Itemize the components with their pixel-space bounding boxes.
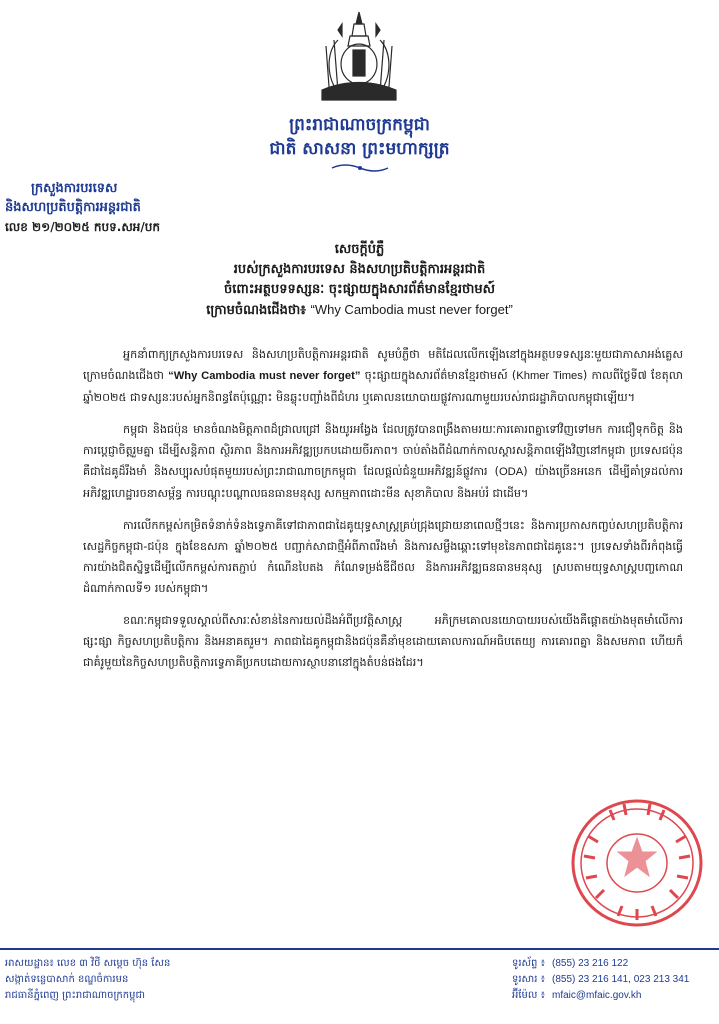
paragraph-1-text-c: ) កាលពីថ្ងៃទី៧ ខែតុលា ឆ្នាំ២០២៥ ជាទស្សនៈរបស់អ្នកនិពន្ធតែប៉ុណ្ណោះ មិនឆ្លុះបញ្ចាំងពីជំហរ ឬគោលនយោបាយផ្លូវការណាមួយរបស់រាជរដ្ឋាភិបាលកម្ពុជាឡើយ។	[83, 369, 683, 404]
ministry-line-1: ក្រសួងការបរទេស	[31, 181, 118, 196]
ministry-name	[5, 179, 141, 217]
paragraph-3: ការលើកកម្ពស់កម្រិតទំនាក់ទំនងទ្វេភាគីទៅជាភាពជាដៃគូយុទ្ធសាស្ត្រគ្រប់ជ្រុងជ្រោយនាពេលថ្មីៗនេះ និងការប្រកាសកញ្ចប់សហប្រតិបត្តិការសេដ្ឋកិច្ចកម្ពុជា-ជប៉ុន ក្នុងខែឧសភា ឆ្នាំ២០២៥ បញ្ជាក់សាជាថ្មីអំពីភាពរឹងមាំ និងការសម្លឹងឆ្ពោះទៅមុខនៃភាពជាដៃគូនេះ។ ប្រទេសទាំងពីរកំពុងធ្វើការយ៉ាងជិតស្និទ្ធដើម្បីលើកកម្ពស់ការតភ្ជាប់ កំណើនបៃតង កំណែទម្រង់ឌីជីថល និងការអភិវឌ្ឍធនធានមនុស្ស ស្របតាមយុទ្ធសាស្ត្របញ្ចកោណដំណាក់កាលទី១ របស់កម្ពុជា។	[83, 519, 683, 595]
footer-contacts	[512, 956, 689, 1004]
national-motto: ជាតិ សាសនា ព្រះមហាក្សត្រ	[269, 139, 450, 159]
phone-value: (855) 23 216 122	[552, 958, 629, 969]
address-line-1: អាសយដ្ឋាន៖ លេខ ៣ វិថី សម្តេច ហ៊ុន សែន	[5, 958, 171, 969]
contact-phone	[512, 956, 689, 972]
address-line-2: សង្កាត់ទន្លេបាសាក់ ខណ្ឌចំការមន	[5, 974, 129, 985]
phone-label: ទូរស័ព្ទ ៖	[512, 958, 545, 969]
ministry-line-2: និងសហប្រតិបត្តិការអន្តរជាតិ	[5, 200, 141, 215]
paragraph-4: ខណៈកម្ពុជាទទួលស្គាល់ពីសារៈសំខាន់នៃការយល់ដឹងអំពីប្រវត្តិសាស្ត្រ អភិក្រមគោលនយោបាយរបស់យើងគឺផ្តោតយ៉ាងមុតមាំលើការផ្សះផ្សា កិច្ចសហប្រតិបត្តិការ និងអនាគតរួម។ ភាពជាដៃគូកម្ពុជានិងជប៉ុនគឺនាំមុខដោយគោលការណ៍អធិបតេយ្យ ការគោរពគ្នា និងសមភាព ហើយក៏ជាគំរូមួយនៃកិច្ចសហប្រតិបត្តិការទ្វេភាគីប្រកបដោយការស្ថាបនានៅក្នុងតំបន់ផងដែរ។	[83, 614, 683, 669]
paragraph-1-paper-name: Khmer Times	[516, 370, 583, 382]
title-line-1: សេចក្តីបំភ្លឺ	[334, 242, 385, 257]
fax-label: ទូរសារ ៖	[512, 974, 545, 985]
paragraph-2-text-b: ) យ៉ាងច្រើនអនេក ដើម្បីគាំទ្រដល់ការអភិវឌ្ឍហេដ្ឋារចនាសម្ព័ន្ធ ការបណ្តុះបណ្តាលធនធានមនុស្ស សកម្មភាពដោះមីន សុខាភិបាល និងអប់រំ ជាដើម។	[83, 465, 684, 500]
contact-fax	[512, 972, 689, 988]
email-label: អ៊ីម៉ែល ៖	[512, 990, 545, 1001]
divider-ornament-icon	[330, 162, 390, 174]
royal-emblem-icon	[316, 10, 402, 106]
contact-email	[512, 988, 689, 1004]
title-line-4-latin: “Why Cambodia must never forget”	[310, 302, 513, 317]
title-line-4	[0, 300, 719, 321]
paragraph-2	[83, 419, 683, 504]
paragraph-1-text-b: ចុះផ្សាយក្នុងសារព័ត៌មានខ្មែរថាមស៍ (	[360, 369, 517, 382]
title-line-3: ចំពោះអត្ថបទទស្សនៈ ចុះផ្សាយក្នុងសារព័ត៌មានខ្មែរថាមស៍	[224, 282, 495, 297]
footer-divider	[0, 948, 719, 950]
paragraph-1-article-title: “Why Cambodia must never forget”	[168, 370, 361, 382]
paragraph-1-text-a: អ្នកនាំពាក្យក្រសួងការបរទេស និងសហប្រតិបត្តិការអន្តរជាតិ សូមបំភ្លឺថា មតិដែលលើកឡើងនៅក្នុងអត្ថបទទស្សនៈមួយជាភាសាអង់គ្លេស ក្រោមចំណងជើងថា	[83, 348, 683, 382]
document-body	[83, 344, 683, 684]
address-line-3: រាជធានីភ្នំពេញ ព្រះរាជាណាចក្រកម្ពុជា	[5, 990, 145, 1001]
paragraph-1	[83, 344, 683, 408]
document-title	[0, 240, 719, 321]
paragraph-2-oda: ODA	[498, 466, 524, 478]
fax-value: (855) 23 216 141, 023 213 341	[552, 974, 690, 985]
email-link[interactable]: mfaic@mfaic.gov.kh	[552, 990, 642, 1001]
kingdom-title: ព្រះរាជាណាចក្រកម្ពុជា	[289, 115, 430, 135]
footer-address	[5, 956, 170, 1004]
title-line-4-khmer: ក្រោមចំណងជើងថា៖	[206, 303, 306, 318]
paragraph-2-text-a: កម្ពុជា និងជប៉ុន មានចំណងមិត្តភាពដ៏ជ្រាលជ្រៅ និងយូរអង្វែង ដែលត្រូវបានពង្រឹងតាមរយៈការគោរពគ្នាទៅវិញទៅមក ការជឿទុកចិត្ត និងការប្តេជ្ញាចិត្តរួមគ្នា ដើម្បីសន្តិភាព ស្ថិរភាព និងការអភិវឌ្ឍប្រកបដោយចីរភាព។ ចាប់តាំងពីដំណាក់កាលស្តារសន្តិភាពឡើងវិញនៅកម្ពុជា ប្រទេសជប៉ុនគឺជាដៃគូដ៏រឹងមាំ និងសប្បុរសបំផុតមួយរបស់ព្រះរាជាណាចក្រកម្ពុជា ដែលផ្តល់ជំនួយអភិវឌ្ឍន៍ផ្លូវការ (	[83, 423, 683, 478]
reference-number: លេខ ២១/២០២៥ កបទ.សអ/បក	[5, 220, 160, 234]
official-seal-icon	[568, 796, 706, 930]
title-line-2: របស់ក្រសួងការបរទេស និងសហប្រតិបត្តិការអន្តរជាតិ	[233, 262, 486, 277]
